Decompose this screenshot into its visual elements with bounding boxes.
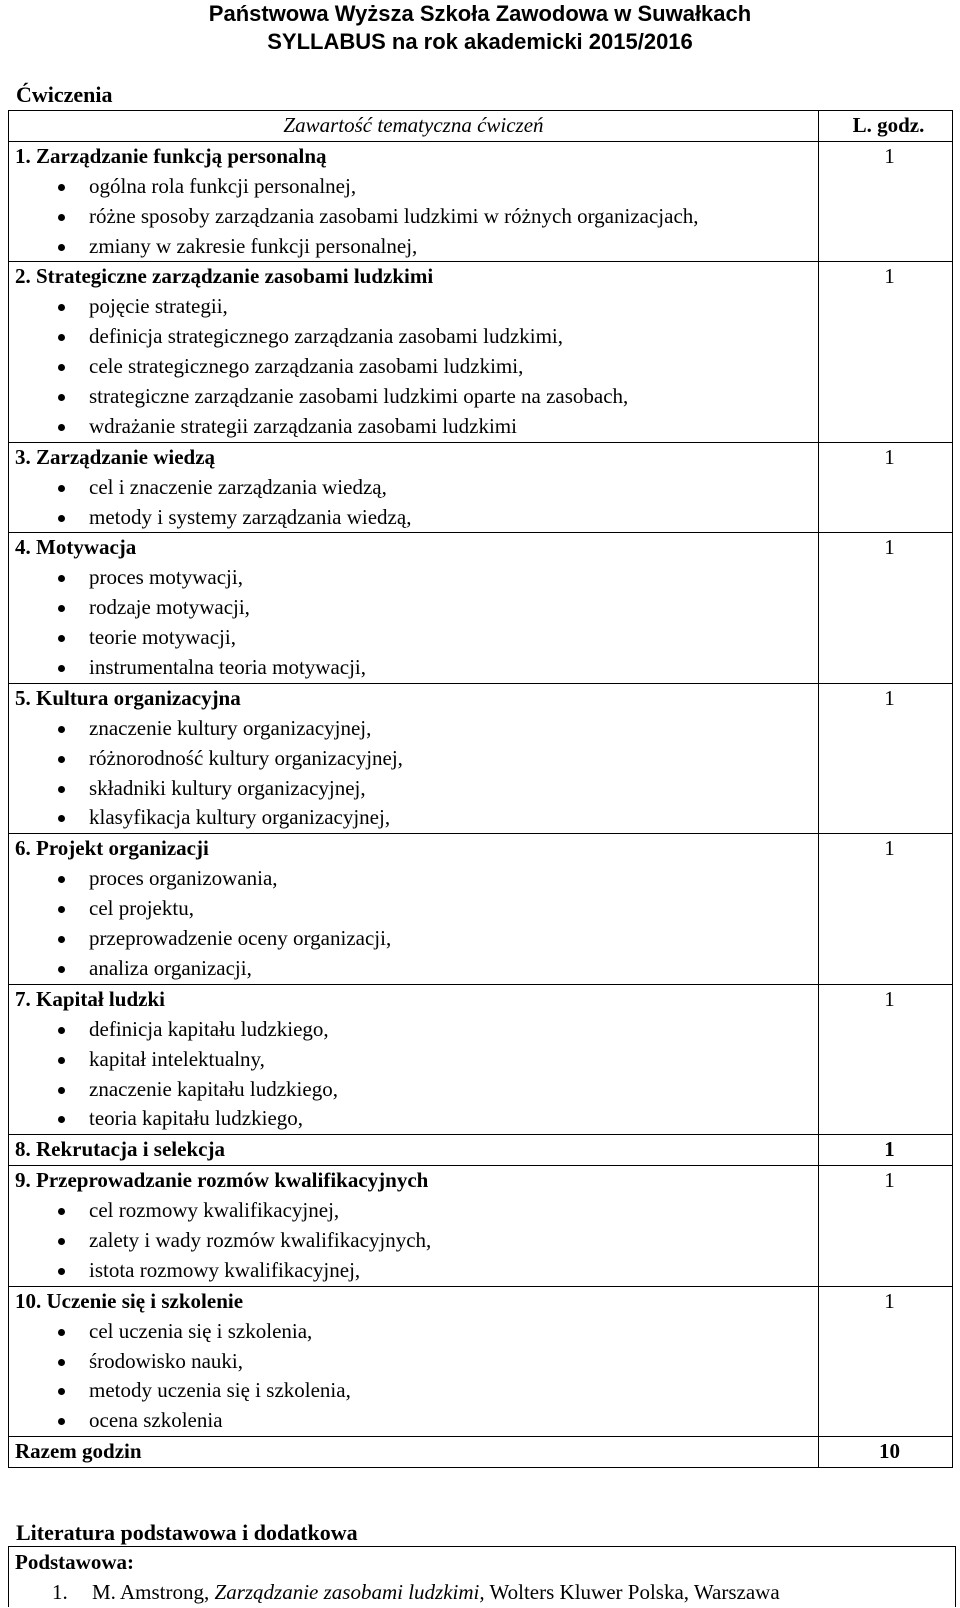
topic-cell (9, 683, 819, 833)
bullet-item (9, 322, 818, 352)
topic-row (9, 984, 953, 1134)
hours-cell (819, 834, 953, 984)
exercises-table (8, 110, 953, 1468)
topic-title-text: Przeprowadzanie rozmów kwalifikacyjnych (36, 1168, 429, 1193)
topic-row (9, 834, 953, 984)
hours-cell (819, 533, 953, 683)
topic-hours: 1 (884, 444, 895, 469)
topic-title-text: Motywacja (36, 535, 137, 560)
bullet-icon (58, 936, 65, 943)
column-header-hours: L. godz. (852, 113, 925, 137)
hours-cell (819, 984, 953, 1134)
bullet-text: pojęcie strategii, (89, 294, 228, 319)
topic-row (9, 533, 953, 683)
hours-cell (819, 262, 953, 442)
bullet-icon (58, 485, 65, 492)
bullet-text: metody i systemy zarządzania wiedzą, (89, 504, 412, 529)
bullet-item (9, 292, 818, 322)
bullet-text: cel rozmowy kwalifikacyjnej, (89, 1198, 340, 1223)
syllabus-title: SYLLABUS na rok akademicki 2015/2016 (267, 29, 693, 54)
topic-hours: 1 (884, 836, 895, 861)
bullet-item (9, 473, 818, 503)
topic-title-text: Zarządzanie wiedzą (36, 444, 216, 469)
hours-cell (819, 1135, 953, 1166)
total-label: Razem godzin (15, 1439, 142, 1464)
basic-literature-label: Podstawowa: (15, 1550, 134, 1574)
literature-title: Literatura podstawowa i dodatkowa (16, 1520, 358, 1545)
bullet-text: ogólna rola funkcji personalnej, (89, 173, 357, 198)
topic-title-text: Projekt organizacji (36, 836, 209, 861)
bullet-text: ocena szkolenia (89, 1408, 223, 1433)
bullet-text: teorie motywacji, (89, 625, 236, 650)
topic-title (9, 1166, 818, 1196)
bullet-icon (58, 966, 65, 973)
bullet-icon (58, 1359, 65, 1366)
topic-number: 4. (15, 535, 31, 560)
topic-number: 3. (15, 444, 31, 469)
bullet-icon (58, 756, 65, 763)
bullet-icon (58, 1087, 65, 1094)
bullet-text: przeprowadzenie oceny organizacji, (89, 926, 392, 951)
bullet-icon (58, 1418, 65, 1425)
bullet-icon (58, 364, 65, 371)
bullet-icon (58, 184, 65, 191)
topic-title-text: Kapitał ludzki (36, 986, 165, 1011)
topic-number: 10. (15, 1288, 42, 1313)
bullet-icon (58, 1329, 65, 1336)
bullet-text: instrumentalna teoria motywacji, (89, 655, 366, 680)
bullet-text: strategiczne zarządzanie zasobami ludzkimi oparte na zasobach, (89, 384, 629, 409)
topic-title (9, 142, 818, 172)
total-value-cell (819, 1437, 953, 1468)
hours-cell (819, 683, 953, 833)
bullet-item (9, 1406, 818, 1436)
topic-number: 8. (15, 1137, 31, 1162)
bullet-icon (58, 1238, 65, 1245)
bullet-item (9, 653, 818, 683)
topic-hours: 1 (884, 535, 895, 560)
bullet-icon (58, 605, 65, 612)
topic-title (9, 262, 818, 292)
bullet-icon (58, 786, 65, 793)
bullet-icon (58, 876, 65, 883)
topic-number: 9. (15, 1168, 31, 1193)
literature-book-title: Zarządzanie zasobami ludzkimi, (214, 1580, 485, 1604)
topic-row (9, 1286, 953, 1436)
bullet-item (9, 803, 818, 833)
literature-publisher: Wolters Kluwer Polska, Warszawa (484, 1580, 780, 1604)
hours-cell (819, 442, 953, 533)
bullet-icon (58, 575, 65, 582)
topic-title (9, 1135, 818, 1165)
bullet-text: istota rozmowy kwalifikacyjnej, (89, 1257, 361, 1282)
topic-hours: 1 (884, 1137, 895, 1162)
bullet-item (9, 1196, 818, 1226)
bullet-item (9, 924, 818, 954)
bullet-text: środowisko nauki, (89, 1348, 243, 1373)
bullet-item (9, 744, 818, 774)
bullet-icon (58, 515, 65, 522)
bullet-text: klasyfikacja kultury organizacyjnej, (89, 805, 391, 830)
bullet-icon (58, 726, 65, 733)
topic-row (9, 1135, 953, 1166)
literature-table (8, 1546, 956, 1607)
topic-number: 5. (15, 685, 31, 710)
bullet-item (9, 864, 818, 894)
bullet-item (9, 954, 818, 984)
bullet-item (9, 202, 818, 232)
bullet-text: metody uczenia się i szkolenia, (89, 1378, 351, 1403)
topic-row (9, 262, 953, 442)
literature-number: 1. (52, 1580, 68, 1604)
bullet-text: składniki kultury organizacyjnej, (89, 775, 366, 800)
bullet-icon (58, 1208, 65, 1215)
bullet-item (9, 623, 818, 653)
bullet-item (9, 1226, 818, 1256)
bullet-item (9, 563, 818, 593)
bullet-item (9, 1045, 818, 1075)
topic-title (9, 684, 818, 714)
bullet-text: cel uczenia się i szkolenia, (89, 1318, 313, 1343)
topic-cell (9, 262, 819, 442)
bullet-icon (58, 815, 65, 822)
bullet-item (9, 1015, 818, 1045)
hours-cell (819, 1166, 953, 1287)
bullet-text: znaczenie kapitału ludzkiego, (89, 1076, 338, 1101)
topic-row (9, 442, 953, 533)
bullet-item (9, 352, 818, 382)
topic-hours: 1 (884, 986, 895, 1011)
bullet-icon (58, 1027, 65, 1034)
bullet-text: kapitał intelektualny, (89, 1046, 265, 1071)
topic-cell (9, 533, 819, 683)
topic-number: 1. (15, 143, 31, 168)
topic-cell (9, 141, 819, 262)
bullet-text: proces organizowania, (89, 866, 278, 891)
bullet-item (9, 1376, 818, 1406)
topic-cell (9, 984, 819, 1134)
bullet-item (9, 172, 818, 202)
bullet-icon (58, 635, 65, 642)
hours-cell (819, 1286, 953, 1436)
topic-hours: 1 (884, 685, 895, 710)
bullet-text: cel i znaczenie zarządzania wiedzą, (89, 474, 387, 499)
bullet-icon (58, 214, 65, 221)
topic-number: 6. (15, 836, 31, 861)
bullet-icon (58, 424, 65, 431)
bullet-text: rodzaje motywacji, (89, 595, 250, 620)
bullet-item (9, 593, 818, 623)
bullet-item (9, 1347, 818, 1377)
topic-cell (9, 1166, 819, 1287)
topic-title (9, 1287, 818, 1317)
topic-title (9, 443, 818, 473)
bullet-icon (58, 1116, 65, 1123)
bullet-icon (58, 1057, 65, 1064)
topic-cell (9, 1135, 819, 1166)
topic-hours: 1 (884, 264, 895, 289)
table-header-row (9, 111, 953, 142)
topic-title (9, 533, 818, 563)
bullet-item (9, 412, 818, 442)
bullet-text: definicja strategicznego zarządzania zasobami ludzkimi, (89, 324, 564, 349)
bullet-icon (58, 906, 65, 913)
topic-row (9, 683, 953, 833)
bullet-text: wdrażanie strategii zarządzania zasobami ludzkimi (89, 413, 517, 438)
bullet-item (9, 232, 818, 262)
bullet-text: analiza organizacji, (89, 955, 252, 980)
bullet-icon (58, 1268, 65, 1275)
topic-cell (9, 1286, 819, 1436)
topic-number: 7. (15, 986, 31, 1011)
bullet-text: zmiany w zakresie funkcji personalnej, (89, 233, 418, 258)
bullet-text: cele strategicznego zarządzania zasobami ludzkimi, (89, 354, 524, 379)
column-header-content: Zawartość tematyczna ćwiczeń (283, 113, 544, 137)
literature-item (9, 1577, 955, 1607)
topic-row (9, 141, 953, 262)
bullet-item (9, 774, 818, 804)
bullet-text: różne sposoby zarządzania zasobami ludzkimi w różnych organizacjach, (89, 203, 699, 228)
topic-title (9, 834, 818, 864)
section-label: Ćwiczenia (16, 82, 113, 107)
topic-hours: 1 (884, 1288, 895, 1313)
total-value: 10 (879, 1439, 900, 1464)
bullet-text: teoria kapitału ludzkiego, (89, 1106, 304, 1131)
bullet-icon (58, 394, 65, 401)
total-row (9, 1437, 953, 1468)
school-name: Państwowa Wyższa Szkoła Zawodowa w Suwałkach (208, 1, 752, 26)
bullet-item (9, 382, 818, 412)
bullet-item (9, 503, 818, 533)
bullet-item (9, 1104, 818, 1134)
bullet-item (9, 1075, 818, 1105)
topic-row (9, 1166, 953, 1287)
topic-cell (9, 834, 819, 984)
bullet-icon (58, 334, 65, 341)
topic-number: 2. (15, 264, 31, 289)
bullet-item (9, 714, 818, 744)
bullet-icon (58, 244, 65, 251)
total-label-cell (9, 1437, 819, 1468)
bullet-item (9, 1317, 818, 1347)
bullet-icon (58, 665, 65, 672)
topic-title-text: Rekrutacja i selekcja (36, 1137, 225, 1162)
topic-title-text: Uczenie się i szkolenie (46, 1288, 244, 1313)
literature-author: M. Amstrong, (92, 1580, 215, 1604)
topic-title-text: Strategiczne zarządzanie zasobami ludzkimi (36, 264, 434, 289)
topic-title-text: Kultura organizacyjna (36, 685, 241, 710)
bullet-icon (58, 1388, 65, 1395)
bullet-icon (58, 304, 65, 311)
bullet-text: zalety i wady rozmów kwalifikacyjnych, (89, 1227, 432, 1252)
bullet-text: cel projektu, (89, 896, 194, 921)
literature-list (9, 1577, 955, 1607)
hours-cell (819, 141, 953, 262)
bullet-text: znaczenie kultury organizacyjnej, (89, 715, 372, 740)
topic-hours: 1 (884, 143, 895, 168)
bullet-item (9, 894, 818, 924)
topic-hours: 1 (884, 1168, 895, 1193)
bullet-text: proces motywacji, (89, 565, 243, 590)
topic-title (9, 985, 818, 1015)
bullet-text: różnorodność kultury organizacyjnej, (89, 745, 403, 770)
topic-title-text: Zarządzanie funkcją personalną (36, 143, 327, 168)
bullet-text: definicja kapitału ludzkiego, (89, 1016, 329, 1041)
topic-cell (9, 442, 819, 533)
bullet-item (9, 1256, 818, 1286)
